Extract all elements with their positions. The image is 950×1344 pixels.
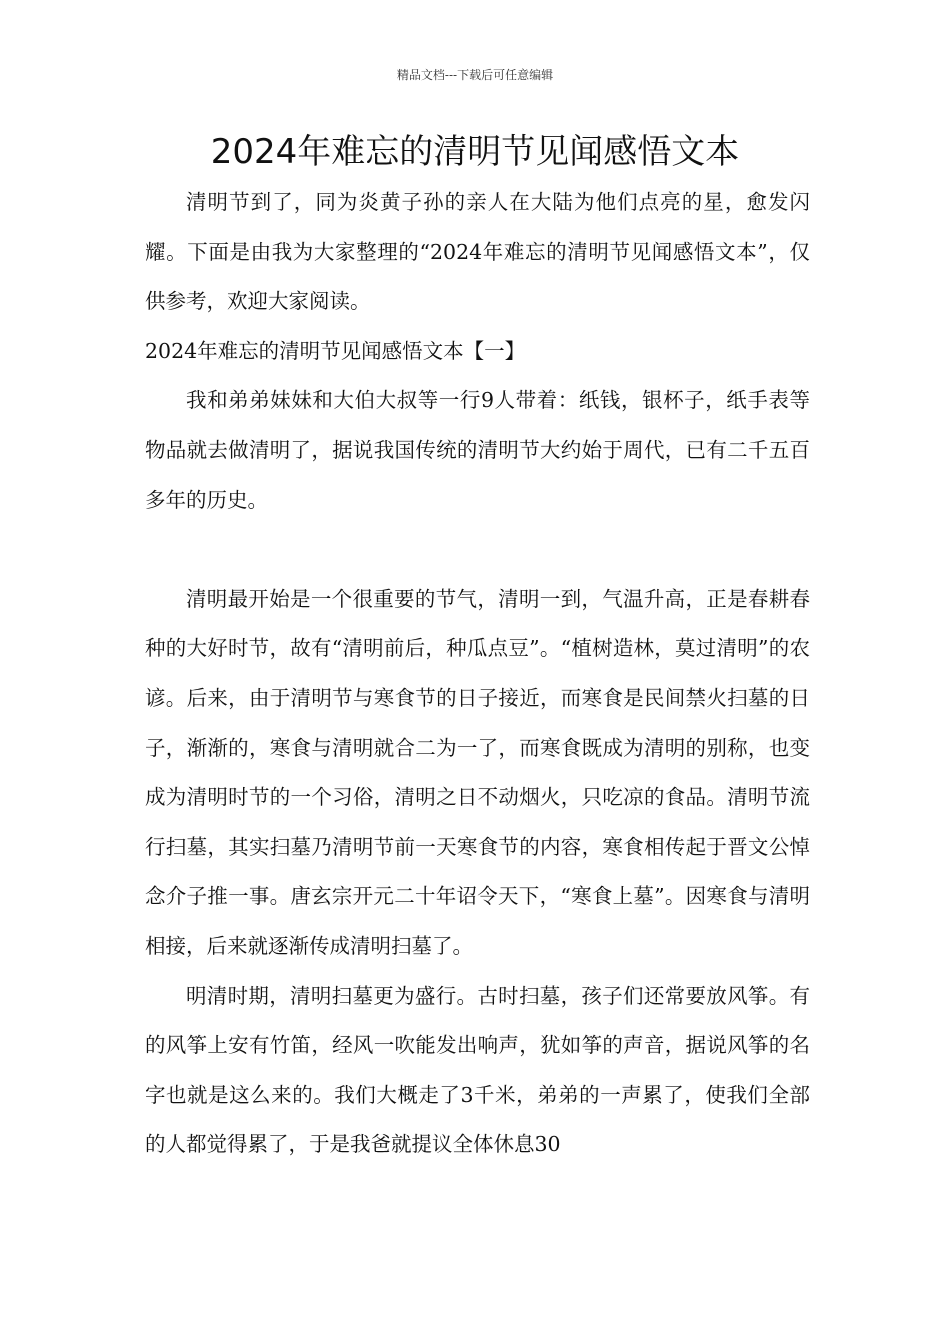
page-header: 精品文档---下载后可任意编辑 — [396, 68, 554, 82]
document-title: 2024年难忘的清明节见闻感悟文本 — [210, 132, 740, 172]
paragraph-1: 我和弟弟妹妹和大伯大叔等一行9人带着：纸钱，银杯子，纸手表等物品就去做清明了，据说我国传统的清明节大约始于周代，已有二千五百多年的历史。 — [145, 388, 810, 512]
blank-line — [145, 525, 810, 575]
section-heading: 2024年难忘的清明节见闻感悟文本【一】 — [145, 338, 526, 363]
paragraph-3: 明清时期，清明扫墓更为盛行。古时扫墓，孩子们还常要放风筝。有的风筝上安有竹笛，经风一吹能发出响声，犹如筝的声音，据说风筝的名字也就是这么来的。我们大概走了3千米，弟弟的一声累了，使我们全部的人都觉得累了，于是我爸就提议全体休息30 — [145, 983, 810, 1157]
paragraph-2: 清明最开始是一个很重要的节气，清明一到，气温升高，正是春耕春种的大好时节，故有“清明前后，种瓜点豆”。“植树造林，莫过清明”的农谚。后来，由于清明节与寒食节的日子接近，而寒食是民间禁火扫墓的日子，渐渐的，寒食与清明就合二为一了，而寒食既成为清明的别称，也变成为清明时节的一个习俗，清明之日不动烟火，只吃凉的食品。清明节流行扫墓，其实扫墓乃清明节前一天寒食节的内容，寒食相传起于晋文公悼念介子推一事。唐玄宗开元二十年诏令天下，“寒食上墓”。因寒食与清明相接，后来就逐渐传成清明扫墓了。 — [145, 586, 810, 958]
intro-paragraph: 清明节到了，同为炎黄子孙的亲人在大陆为他们点亮的星，愈发闪耀。下面是由我为大家整理的“2024年难忘的清明节见闻感悟文本”，仅供参考，欢迎大家阅读。 — [145, 190, 810, 314]
document-body — [145, 178, 810, 1170]
